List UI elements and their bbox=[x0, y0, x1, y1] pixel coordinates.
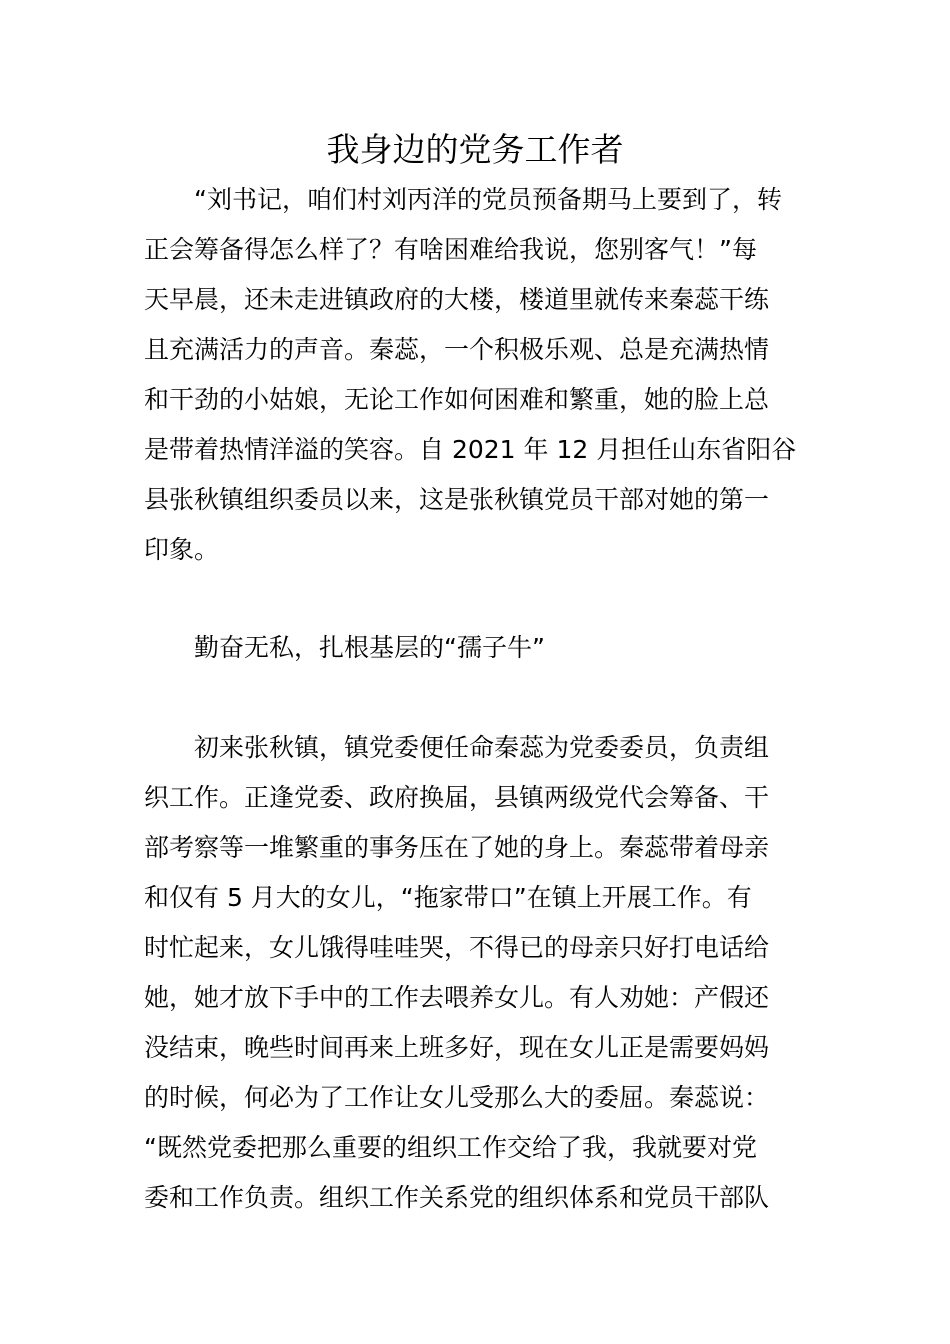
paragraph-2-line-8: 的时候，何必为了工作让女儿受那么大的委屈。秦蕊说： bbox=[144, 1083, 770, 1112]
paragraph-1-line-1: “刘书记，咱们村刘丙洋的党员预备期马上要到了，转 bbox=[194, 185, 782, 214]
paragraph-1-line-2: 正会筹备得怎么样了？有啥困难给我说，您别客气！”每 bbox=[144, 235, 757, 264]
paragraph-1-line-5: 和干劲的小姑娘，无论工作如何困难和繁重，她的脸上总 bbox=[144, 385, 770, 414]
paragraph-2-line-1: 初来张秋镇，镇党委便任命秦蕊为党委委员，负责组 bbox=[194, 733, 770, 762]
paragraph-2-line-2: 织工作。正逢党委、政府换届，县镇两级党代会筹备、干 bbox=[144, 783, 770, 812]
paragraph-2-line-10: 委和工作负责。组织工作关系党的组织体系和党员干部队 bbox=[144, 1183, 770, 1212]
paragraph-2-line-6: 她，她才放下手中的工作去喂养女儿。有人劝她：产假还 bbox=[144, 983, 770, 1012]
paragraph-2-line-9: “既然党委把那么重要的组织工作交给了我，我就要对党 bbox=[144, 1133, 757, 1162]
document-title: 我身边的党务工作者 bbox=[326, 130, 624, 169]
paragraph-2-line-7: 没结束，晚些时间再来上班多好，现在女儿正是需要妈妈 bbox=[144, 1033, 770, 1062]
paragraph-1-line-6: 是带着热情洋溢的笑容。自 2021 年 12 月担任山东省阳谷 bbox=[144, 435, 797, 464]
paragraph-2-line-3: 部考察等一堆繁重的事务压在了她的身上。秦蕊带着母亲 bbox=[144, 833, 770, 862]
paragraph-1-line-7: 县张秋镇组织委员以来，这是张秋镇党员干部对她的第一 bbox=[144, 485, 770, 514]
paragraph-1-line-3: 天早晨，还未走进镇政府的大楼，楼道里就传来秦蕊干练 bbox=[144, 285, 770, 314]
paragraph-2-line-5: 时忙起来，女儿饿得哇哇哭，不得已的母亲只好打电话给 bbox=[144, 933, 770, 962]
paragraph-2-line-4: 和仅有 5 月大的女儿，“拖家带口”在镇上开展工作。有 bbox=[144, 883, 752, 912]
paragraph-1-line-8: 印象。 bbox=[144, 535, 220, 564]
paragraph-1-line-4: 且充满活力的声音。秦蕊，一个积极乐观、总是充满热情 bbox=[144, 335, 770, 364]
section-heading: 勤奋无私，扎根基层的“孺子牛” bbox=[194, 633, 545, 662]
